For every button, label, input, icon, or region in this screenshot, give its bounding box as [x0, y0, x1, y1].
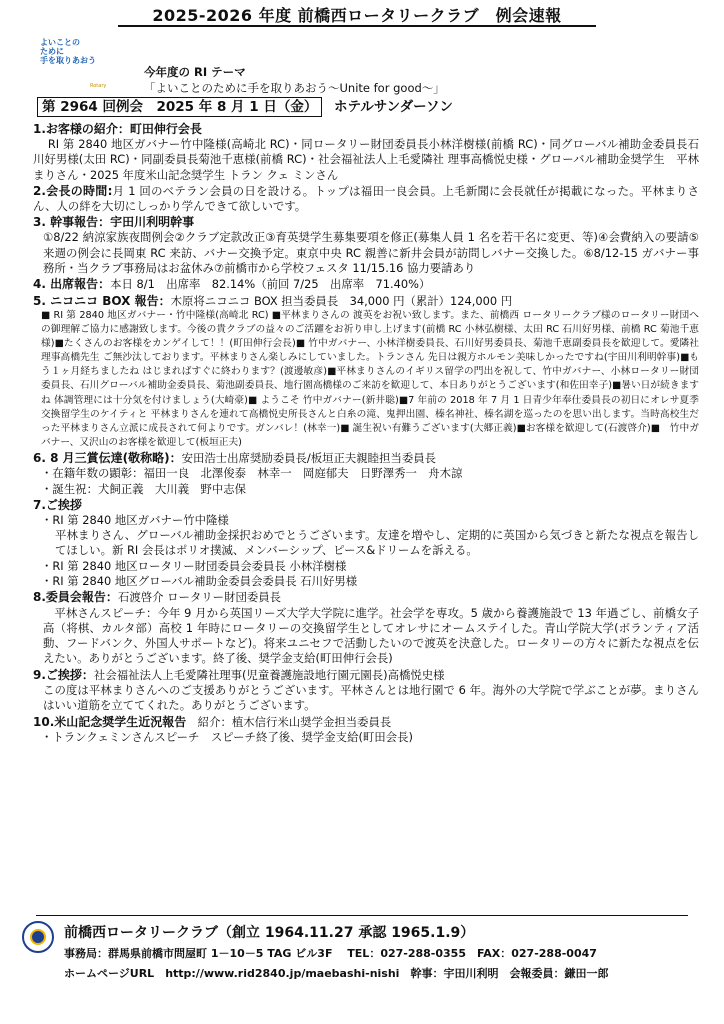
meeting-info: [37, 97, 453, 117]
section-text: ・トランクェミンさんスピーチ スピーチ終了後、奨学金支給(町田会長): [41, 729, 413, 744]
section-yoneyama-report: [33, 714, 699, 746]
award-tenure: ・在籍年数の顕彰：福田一良 北澤俊泰 林幸一 岡庭郁夫 日野澤秀一 舟木諒: [41, 466, 463, 481]
section-lead: 紹介：植木信行米山奨学金担当委員長: [197, 714, 392, 729]
nikoniko-messages: ■ RI 第 2840 地区ガバナー・竹中隆様(高崎北 RC) ■平林まりさんの 渡英をお祝い致します。また、前橋西 ロータリークラブ様のロータリー財団への御理解ご協力に感謝致します。今後の貴クラブの益々のご活躍をお祈り申し上げます(前橋 RC 小林弘樹様、太田 RC 石川好男様、前橋 RC 菊池千恵様)■たくさんのお客様をカンゲイして！！(町田伸行会長)■ 竹中ガバナー、小林洋樹委員長、石川好男委員長、菊池千恵副委員長を歓迎して。愛隣社理事高橋先生 ご無沙汰しております。平林まりさん楽しみにしていました。トランさん 先日は親方ホルモン美味しかったですね(宇田川利明幹事)■もう１ヶ月経ちましたね はじまればすぐに終わります？(渡邊敏彦)■平林まりさんのイギリス留学の門出を祝して、竹中ガバナー、小林ロータリー財団委員長、石川グローバル補助金委員長、菊池副委員長、地行園高橋様のご来訪を歓迎して、本日ありがとうございます(和佐田幸子)■暑い日が続きますね 体調管理には十分気を付けましょう(大崎豪)■ ようこそ 竹中ガバナー(新井聡)■7 年前の 2018 年 7 月 1 日青少年奉仕委員長の初日にオレサ夏季交換留学生のケイティと 平林まりさんを連れて高橋悦史所長さんと白糸の滝、鬼押出園、榛名神社、榛名湖を巡ったのを思い出します。当時高校生だった平林まりさん立派に成長されて何よりです。ガンバレ！(林幸一)■ 誕生祝い有難うございます(大郷正義)■お客様を歓迎して(石渡啓介)■ 竹中ガバナー、又沢山のお客様を歓迎して(板垣正夫): [41, 309, 699, 448]
footer-divider: [36, 915, 688, 916]
section-secretary-report: [33, 214, 699, 276]
section-lead: 石渡啓介 ロータリー財団委員長: [117, 590, 282, 605]
logo-line: 手を取りあおう: [40, 56, 96, 65]
section-heading: 10.米山記念奨学生近況報告: [33, 714, 187, 729]
scholar-speech: 平林さんスピーチ：今年 9 月から英国リーズ大学大学院に進学。社会学を専攻。5 歳から養護施設で 13 年過ごし、前橋女子高（将棋、カルタ部）高校 1 年時にロータリーの交換留学生としてオレサにオームステイした。青山学院大学(ボランティア活動、フードバンク、外国人サポートなど)。将来ユニセフで活動したいので渡英を決意した。ロータリーの方々に新たな視点を伝えたい。ありがとうございます。終了後、奨学金支給(町田伸行会長): [43, 605, 699, 666]
section-lead: 安田浩士出席奨励委員長/板垣正夫親睦担当委員長: [181, 450, 437, 465]
section-greetings: [33, 497, 699, 589]
section-president-time: [33, 183, 699, 215]
rotary-wheel-icon: [22, 921, 54, 953]
greeting-speaker: ・RI 第 2840 地区グローバル補助金委員会委員長 石川好男様: [41, 573, 358, 588]
greeting-text: 平林まりさん、グローバル補助金採択おめでとうございます。友達を増やし、定期的に英国から気づきと新たな視点を報告してほしい。新 RI 会長はポリオ撲滅、メンバーシップ、ピース&ドリームを訴える。: [55, 528, 699, 558]
section-nikoniko-box: [33, 293, 699, 450]
section-heading: 3. 幹事報告：宇田川利明幹事: [33, 215, 195, 230]
section-guest-greeting: [33, 667, 699, 714]
section-text: この度は平林まりさんへのご支援ありがとうございます。平林さんとは地行園で 6 年。海外の大学院で学ぶことが夢。まりさんはいい道筋を立ててくれた。ありがとうございます。: [43, 683, 699, 713]
rotary-wordmark: Rotary: [90, 83, 107, 89]
section-heading: 2.会長の時間:: [33, 183, 113, 198]
logo-line: ために: [40, 47, 64, 56]
section-heading: 7.ご挨拶: [33, 497, 82, 512]
ri-theme-logo: [40, 38, 106, 65]
section-heading: 6. 8 月三賞伝達(敬称略)：: [33, 450, 182, 465]
attendance-text: 本日 8/1 出席率 82.14%（前回 7/25 出席率 71.40%）: [110, 277, 431, 292]
meeting-number-date: 第 2964 回例会 2025 年 8 月 1 日（金）: [37, 97, 322, 117]
section-attendance: [33, 276, 699, 292]
theme-text: 「よいことのために手を取りあおう～Unite for good～」: [144, 81, 445, 95]
meeting-venue: ホテルサンダーソン: [333, 99, 454, 115]
section-monthly-awards: [33, 450, 699, 497]
section-heading: 8.委員会報告：: [33, 590, 118, 605]
page-title: 2025-2026 年度 前橋西ロータリークラブ 例会速報: [118, 8, 596, 27]
section-heading: 4. 出席報告：: [33, 277, 111, 292]
greeting-speaker: ・RI 第 2840 地区ガバナー竹中隆様: [41, 512, 229, 527]
section-lead: 社会福祉法人上毛愛隣社理事(児童養護施設地行園元園長)高橋悦史様: [93, 667, 445, 682]
section-guests: [33, 121, 699, 183]
section-text: RI 第 2840 地区ガバナー竹中隆様(高崎北 RC)・同ロータリー財団委員長小林洋樹様(前橋 RC)・同グローバル補助金委員長石川好男様(太田 RC)・同副委員長菊池千恵様(前橋 RC)・社会福祉法人上毛愛隣社 理事高橋悦史様・グローバル補助金奨学生 平林まりさん・2025 年度米山記念奨学生 トラン クェ ミンさん: [33, 137, 699, 182]
section-text: ①8/22 納涼家族夜間例会②クラブ定款改正③育英奨学生募集要項を修正(募集人員 1 名を若干名に変更、等)④会費納入の要請⑤来週の例会に長岡東 RC 来訪、バナー交換予定。東京中央 RC 親善に新井会員が訪問しバナー交換した。⑥8/12-15 ガバナー事務所・当クラブ事務局はお盆休み⑦前橋市から学校フェスタ 11/15.16 協力要請あり: [43, 230, 699, 276]
section-heading: 5. ニコニコ BOX 報告：: [33, 293, 171, 308]
section-committee-report: [33, 589, 699, 666]
footer-club-name: 前橋西ロータリークラブ（創立 1964.11.27 承認 1965.1.9）: [64, 925, 475, 941]
footer-office: 事務局：群馬県前橋市問屋町 1－10－5 TAG ビル3F TEL：027-288-0355 FAX：027-288-0047: [64, 947, 597, 960]
section-text: 月 1 回のベテラン会員の日を設ける。トップは福田一良会員。上毛新聞に会長就任が掲載になった。平林まりさん、人の絆を大切にしっかり学んできて欲しいです。: [33, 183, 699, 214]
section-heading: 1.お客様の紹介：町田伸行会長: [33, 122, 202, 136]
nikoniko-total: 木原将ニコニコ BOX 担当委員長 34,000 円（累計）124,000 円: [170, 293, 513, 308]
report-body: [33, 121, 699, 745]
section-heading: 9.ご挨拶：: [33, 667, 94, 682]
greeting-speaker: ・RI 第 2840 地区ロータリー財団委員会委員長 小林洋樹様: [41, 558, 347, 573]
theme-label: 今年度の RI テーマ: [144, 65, 246, 79]
footer-homepage: ホームページURL http://www.rid2840.jp/maebashi-nishi 幹事：宇田川利明 会報委員：鎌田一郎: [64, 967, 609, 980]
logo-line: よいことの: [40, 38, 80, 47]
award-birthday: ・誕生祝：犬飼正義 大川義 野中志保: [41, 481, 247, 496]
